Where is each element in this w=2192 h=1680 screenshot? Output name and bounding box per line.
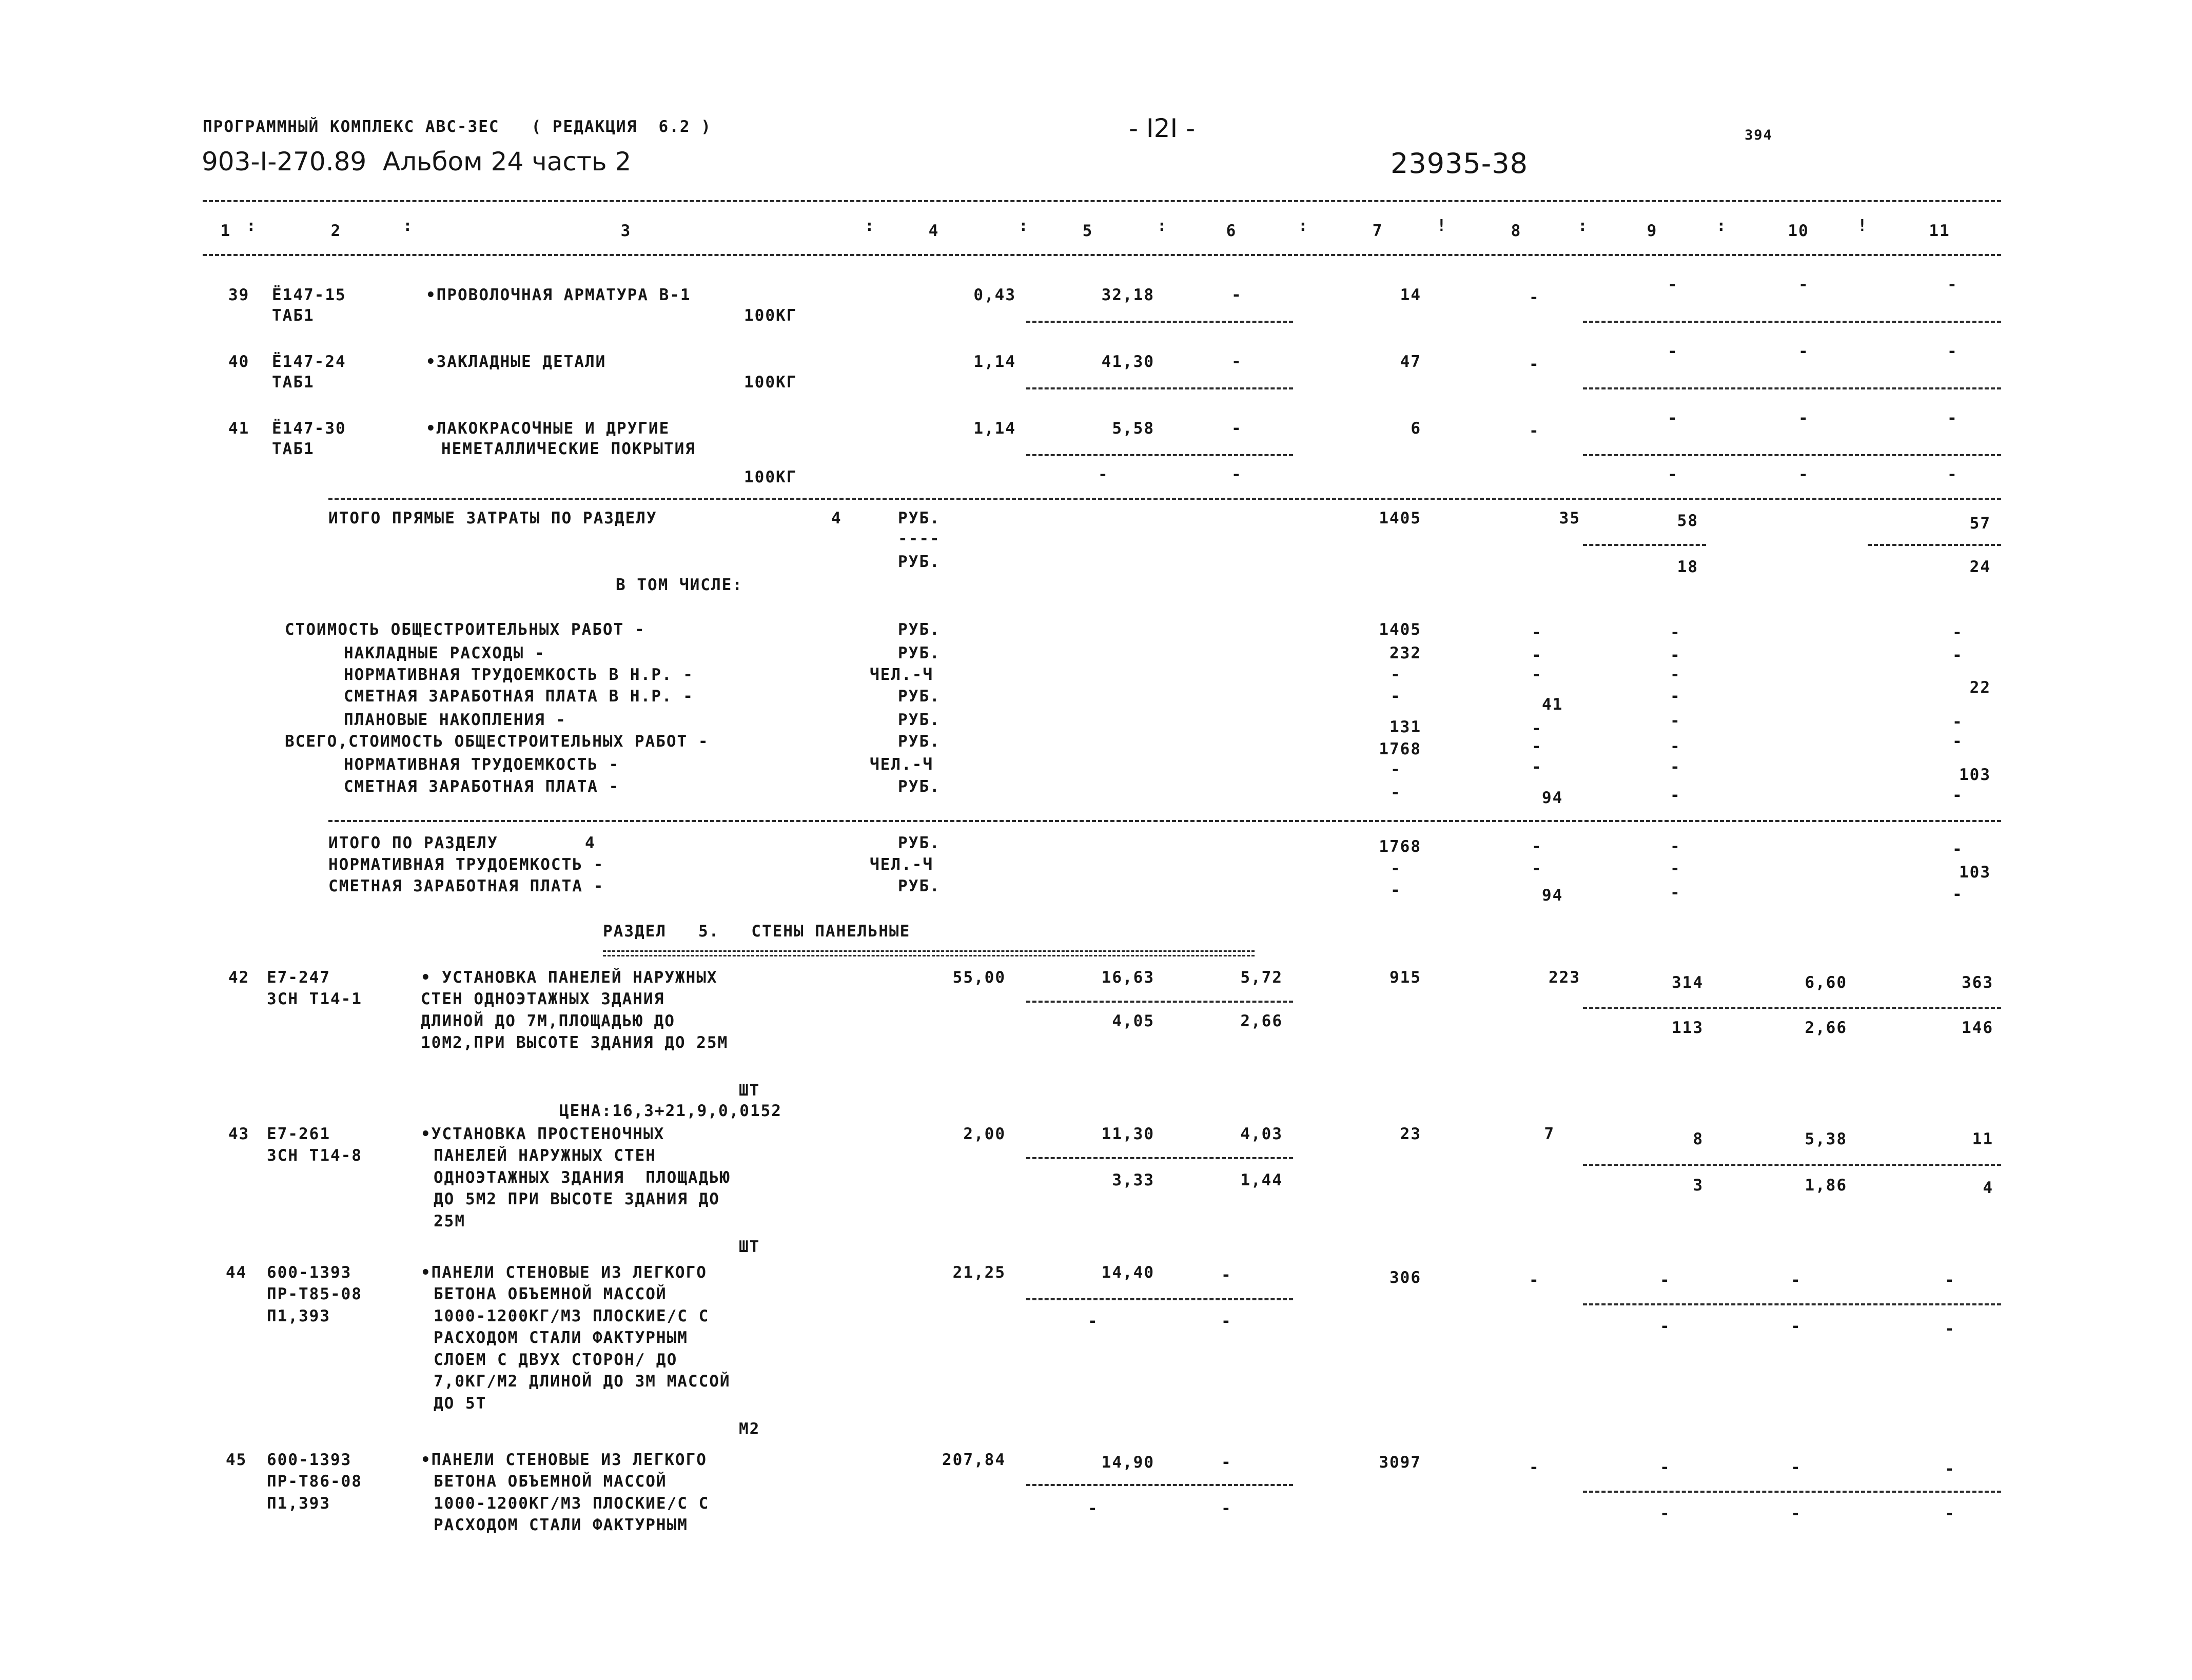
table-header-rule — [203, 254, 2001, 256]
col-1: 1 — [220, 222, 231, 240]
col-5: 5 — [1082, 222, 1093, 240]
document-code: 23935-38 — [1391, 147, 1528, 180]
estimate-page: ПРОГРАММНЫЙ КОМПЛЕКС АВС-ЗЕС ( РЕДАКЦИЯ 6.2 ) - I2I - 394 903-I-270.89 Альбом 24 часть 2 23935-38 1 2 3 4 5 6 7 8 9 10 11 : : : : : : ! : : ! 39 Ё147-15 ТАБ1 •ПРОВОЛОЧНАЯ АРМАТУРА В-1 100КГ 0,43 32,18 - 14 - - - - 40 Ё147-24 ТАБ1 •ЗАКЛАДНЫЕ ДЕТАЛИ 100КГ 1,14 41,30 - 47 - - - - 41 Ё147-30 ТАБ1 •ЛАКОКРАСОЧНЫЕ И ДРУГИЕ НЕМЕТАЛЛИЧЕСКИЕ ПОКРЫТИЯ 100КГ 1,14 5,58 - 6 - - - - - - - - - ИТОГО ПРЯМЫЕ ЗАТРАТЫ ПО РАЗДЕЛУ 4 РУБ. 1405 35 58 57 ---- РУБ. 18 24 В ТОМ ЧИСЛЕ: СТОИМОСТЬ ОБЩЕСТРОИТЕЛЬНЫХ РАБОТ - РУБ. 1405 - - - НАКЛАДНЫЕ РАСХОДЫ - РУБ. 232 - - - НОРМАТИВНАЯ ТРУДОЕМКОСТЬ В Н.Р. - ЧЕЛ.-Ч - - - 22 СМЕТНАЯ ЗАРАБОТНАЯ ПЛАТА В Н.Р. - РУБ. - 41 - ПЛАНОВЫЕ НАКОПЛЕНИЯ - РУБ. 131 - - - ВСЕГО,СТОИМОСТЬ ОБЩЕСТРОИТЕЛЬНЫХ РАБОТ - РУБ. 1768 - - - НОРМАТИВНАЯ ТРУДОЕМКОСТЬ - ЧЕЛ.-Ч - - - 103 СМЕТНАЯ ЗАРАБОТНАЯ ПЛАТА - РУБ. - 94 - - ИТОГО ПО РАЗДЕЛУ 4 РУБ. 1768 - - - НОРМАТИВНАЯ ТРУДОЕМКОСТЬ - ЧЕЛ.-Ч - - - 103 СМЕТНАЯ ЗАРАБОТНАЯ ПЛАТА - РУБ. - 94 - - РАЗДЕЛ 5. СТЕНЫ ПАНЕЛЬНЫЕ 42 Е7-247 ЗСН Т14-1 • УСТАНОВКА ПАНЕЛЕЙ НАРУЖНЫХ СТЕН ОДНОЭТАЖНЫХ ЗДАНИЯ ДЛИНОЙ ДО 7М,ПЛОЩАДЬЮ ДО 10М2,ПРИ ВЫСОТЕ ЗДАНИЯ ДО 25М ШТ ЦЕНА:16,3+21,9,0,0152 55,00 16,63 5,72 915 223 314 6,60 363 4,05 2,66 113 2,66 146 43 Е7-261 ЗСН Т14-8 •УСТАНОВКА ПРОСТЕНОЧНЫХ ПАНЕЛЕЙ НАРУЖНЫХ СТЕН ОДНОЭТАЖНЫХ ЗДАНИЯ ПЛОЩАДЬЮ ДО 5М2 ПРИ ВЫСОТЕ ЗДАНИЯ ДО 25М ШТ 2,00 11,30 4,03 23 7 8 5,38 11 3,33 1,44 3 1,86 4 44 600-1393 ПР-Т85-08 П1,393 •ПАНЕЛИ СТЕНОВЫЕ ИЗ ЛЕГКОГО БЕТОНА ОБЪЕМНОЙ МАССОЙ 1000-1200КГ/М3 ПЛОСКИЕ/С С РАСХОДОМ СТАЛИ ФАКТУРНЫМ СЛОЕМ С ДВУХ СТОРОН/ ДО 7,0КГ/М2 ДЛИНОЙ ДО 3М МАССОЙ ДО 5Т М2 21,25 14,40 - 306 - - - - - - - - - 45 600-1393 ПР-Т86-08 П1,393 •ПАНЕЛИ СТЕНОВЫЕ ИЗ ЛЕГКОГО БЕТОНА ОБЪЕМНОЙ МАССОЙ 1000-1200КГ/М3 ПЛОСКИЕ/С С РАСХОДОМ СТАЛИ ФАКТУРНЫМ 207,84 14,90 - 3097 - - - - - - - - - — [0, 0, 2192, 1680]
table-top-rule — [203, 200, 2001, 202]
col-11: 11 — [1929, 222, 1950, 240]
col-10: 10 — [1788, 222, 1809, 240]
col-8: 8 — [1511, 222, 1522, 240]
col-6: 6 — [1226, 222, 1237, 240]
col-7: 7 — [1372, 222, 1383, 240]
col-3: 3 — [620, 222, 632, 240]
col-2: 2 — [330, 222, 342, 240]
page-number: - I2I - — [1129, 113, 1196, 143]
program-header: ПРОГРАММНЫЙ КОМПЛЕКС АВС-ЗЕС ( РЕДАКЦИЯ 6.2 ) — [203, 118, 712, 136]
col-9: 9 — [1647, 222, 1658, 240]
section-title: РАЗДЕЛ 5. СТЕНЫ ПАНЕЛЬНЫЕ — [603, 922, 911, 941]
col-4: 4 — [928, 222, 940, 240]
sheet-number: 394 — [1745, 127, 1773, 143]
album-title: 903-I-270.89 Альбом 24 часть 2 — [202, 147, 632, 177]
